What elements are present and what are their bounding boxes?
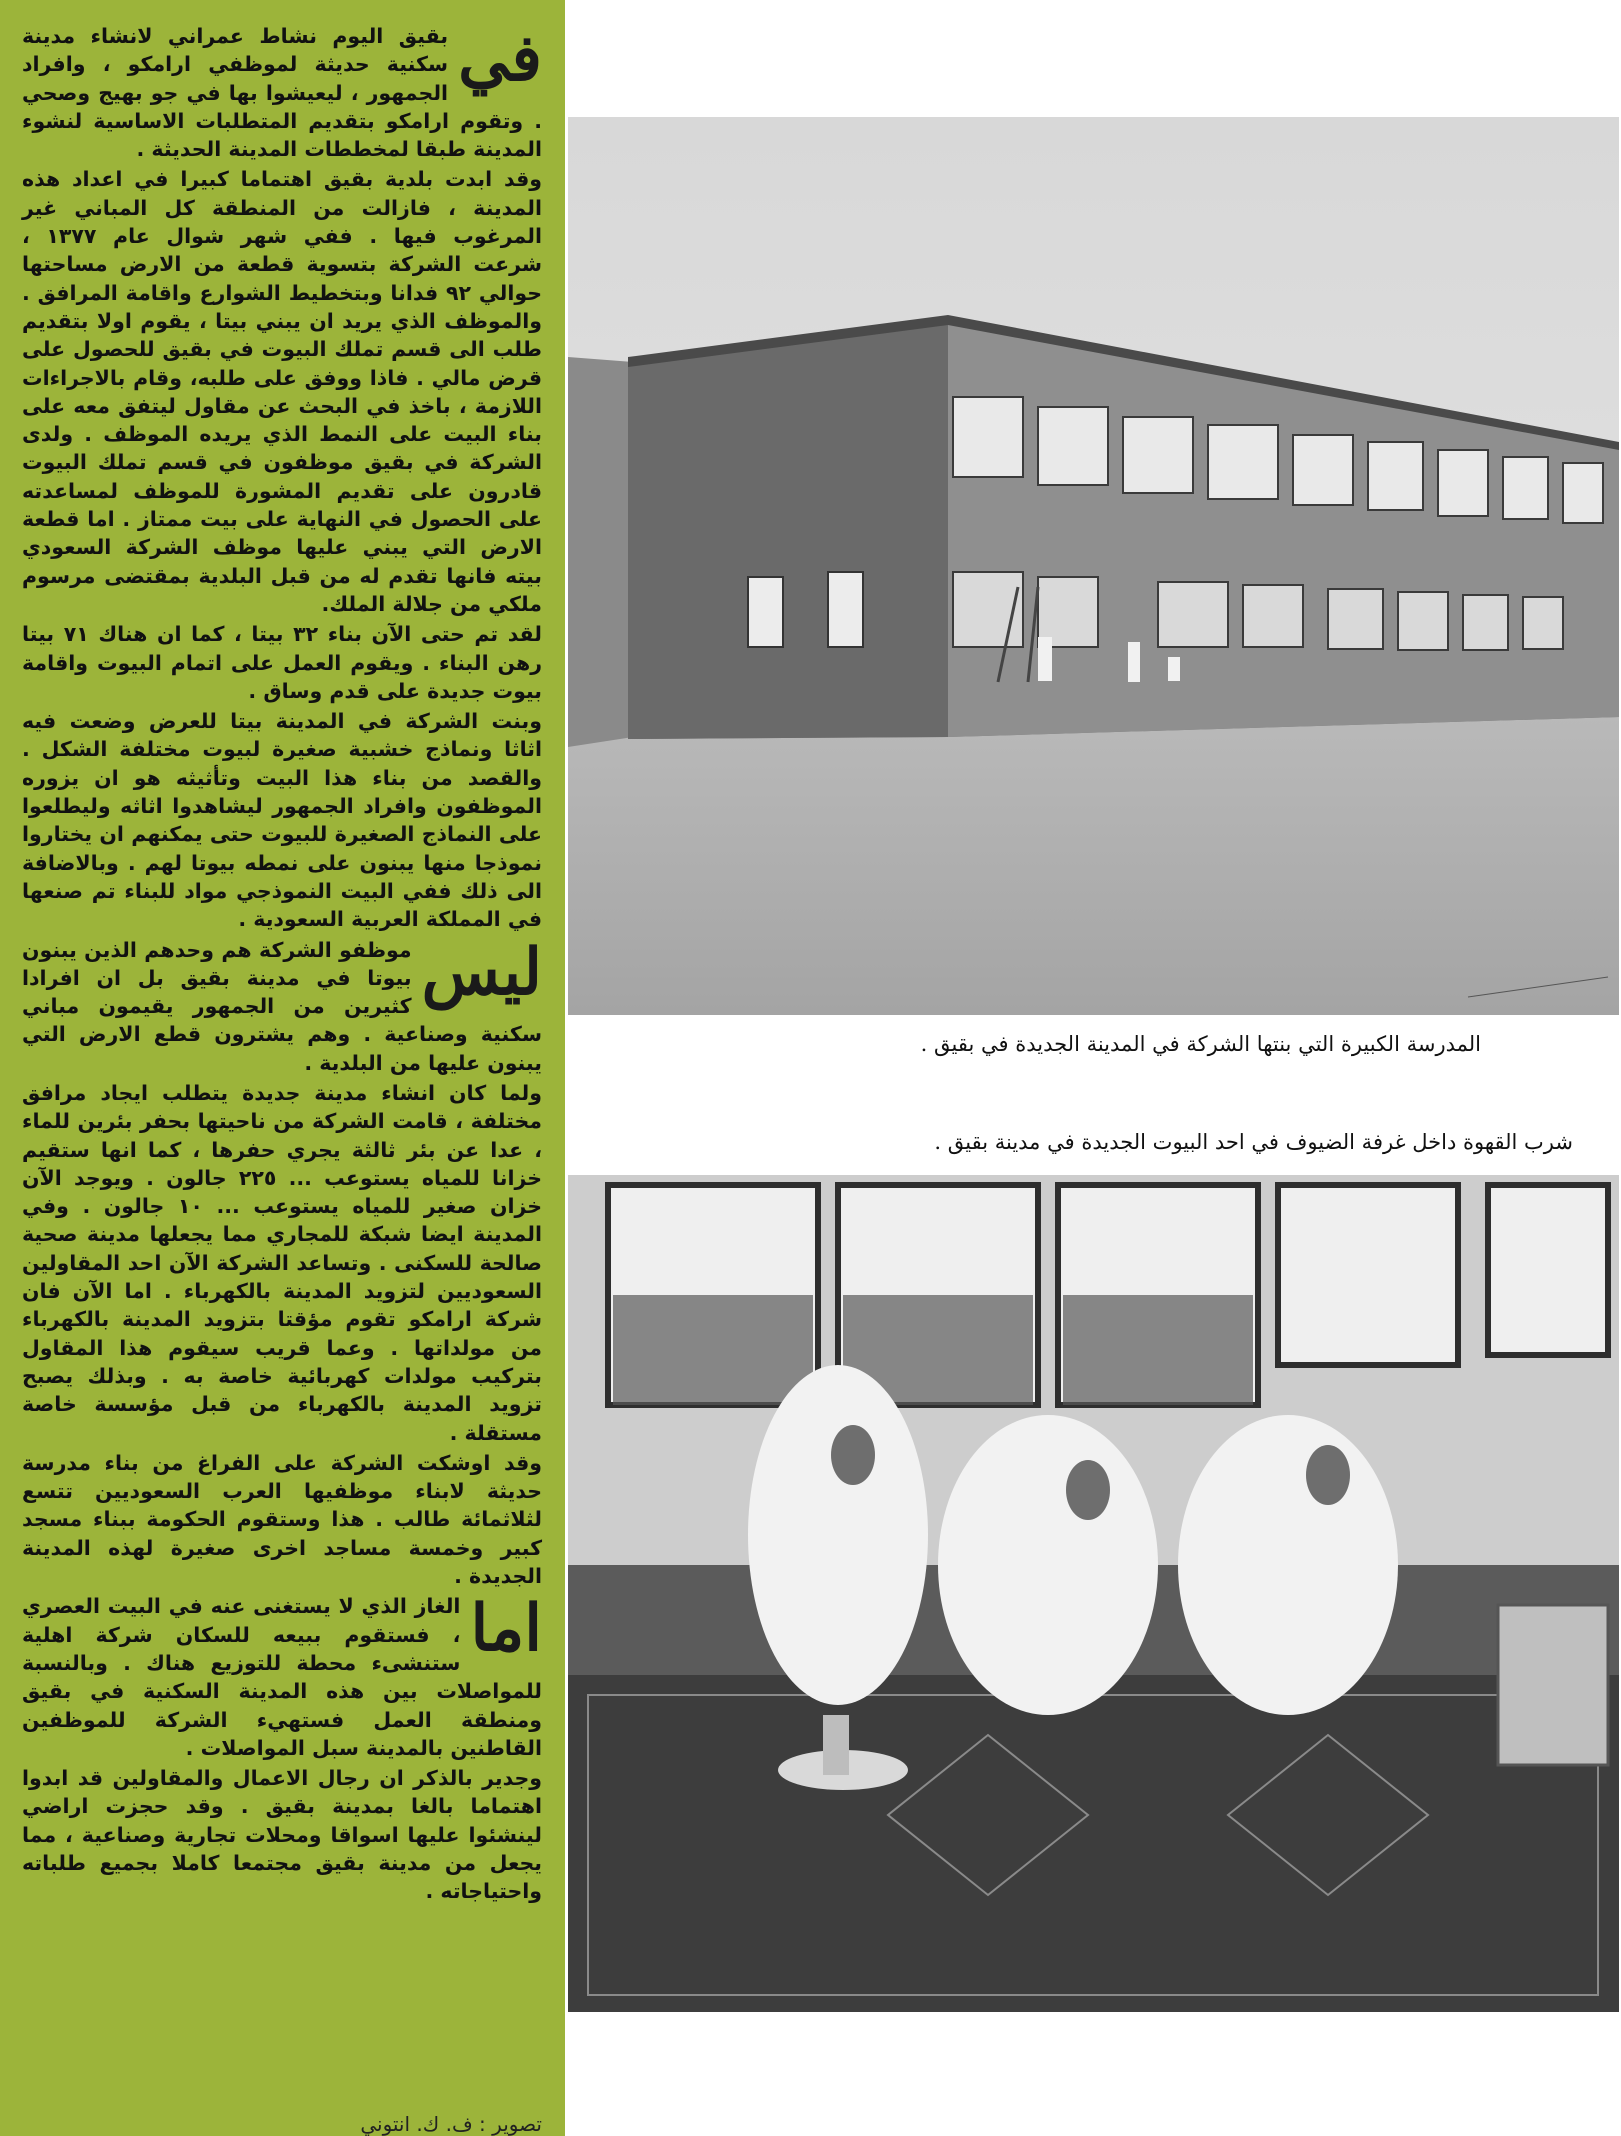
paragraph: وقد ابدت بلدية بقيق اهتماما كبيرا في اعداد هذه المدينة ، فازالت من المنطقة كل المباني غير المرغوب فيها . ففي شهر شوال عام ١٣٧٧ ، شرعت الشركة بتسوية قطعة من الارض مساحتها حوالي ٩٢ فدانا وبتخطيط الشوارع واقامة المرافق . والموظف الذي يريد ان يبني بيتا ، يقوم اولا بتقديم طلب الى قسم تملك البيوت في بقيق للحصول على قرض مالي . فاذا ووفق على طلبه، وقام بالاجراءات اللازمة ، باخذ في البحث عن مقاول ليتفق معه على بناء البيت على النمط الذي يريده الموظف . ولدى الشركة في بقيق موظفون في قسم تملك البيوت قادرون على تقديم المشورة للموظف لمساعدته على الحصول في النهاية على بيت ممتاز . اما قطعة الارض التي يبني عليها موظف الشركة السعودي بيته فانها تقدم له من قبل البلدية بمقتضى مرسوم ملكي من جلالة الملك. [22,167,542,616]
dropcap-1: في [458,21,542,96]
paragraph: وبنت الشركة في المدينة بيتا للعرض وضعت فيه اثاثا ونماذج خشبية صغيرة لبيوت مختلفة الشكل . والقصد من بناء هذا البيت وتأثيثه هو ان يزوره الموظفون وافراد الجمهور ليشاهدوا اثاثه وليطلعوا على النماذج الصغيرة للبيوت حتى يمكنهم ان يختاروا نموذجا منها يبنون على نمطه بيوتا لهم . وبالاضافة الى ذلك ففي البيت النموذجي مواد للبناء تم صنعها في المملكة العربية السعودية . [22,709,542,932]
section-1 [22,22,542,934]
coffee-room-photo [568,1175,1619,2012]
school-building-photo [568,117,1619,1015]
dropcap-2: ليس [421,934,542,1010]
paragraph: وجدير بالذكر ان رجال الاعمال والمقاولين قد ابدوا اهتماما بالغا بمدينة بقيق . وقد حجزت اراضي لينشئوا عليها اسواقا ومحلات تجارية وصناعية ، مما يجعل من مدينة بقيق مجتمعا كاملا بجميع طلباته واحتياجاته . [22,1766,542,1904]
photo-credit: تصوير : ف. ك. انتوني [360,2112,542,2136]
paragraph: ولما كان انشاء مدينة جديدة يتطلب ايجاد مرافق مختلفة ، قامت الشركة من ناحيتها بحفر بئرين للماء ، عدا عن بئر ثالثة يجري حفرها ، كما انها ستقيم خزانا للمياه يستوعب ... ٢٢٥ جالون . ويوجد الآن خزان صغير للمياه يستوعب ... ١٠ جالون . وفي المدينة ايضا شبكة للمجاري مما يجعلها مدينة صحية صالحة للسكنى . وتساعد الشركة الآن احد المقاولين السعوديين لتزويد المدينة بالكهرباء . اما الآن فان شركة ارامكو تقوم مؤقتا بتزويد المدينة بالكهرباء من مولداتها . وعما قريب سيقوم هذا المقاول بتركيب مولدات كهربائية خاصة به . وبذلك يصبح تزويد المدينة بالكهرباء من قبل مؤسسة خاصة مستقلة . [22,1080,543,1445]
paragraph: وقد اوشكت الشركة على الفراغ من بناء مدرسة حديثة لابناء موظفيها العرب السعوديين تتسع لثلاثمائة طالب . هذا وستقوم الحكومة ببناء مسجد كبير وخمسة مساجد اخرى صغيرة لهذه المدينة الجديدة . [22,1450,542,1589]
paragraph: الغاز الذي لا يستغنى عنه في البيت العصري ، فستقوم ببيعه للسكان شركة اهلية ستنشىء محطة للتوزيع هناك . وبالنسبة للمواصلات بين هذه المدينة السكنية في بقيق ومنطقة العمل فستهيء الشركة للموظفين القاطنين بالمدينة سبل المواصلات . [22,1594,542,1760]
section-2 [22,936,542,1591]
photo2-caption: شرب القهوة داخل غرفة الضيوف في احد البيوت الجديدة في مدينة بقيق . [934,1130,1573,1154]
dropcap-3: اما [470,1591,542,1667]
section-3 [22,1592,542,1905]
paragraph: موظفو الشركة هم وحدهم الذين يبنون بيوتا في مدينة بقيق بل ان افرادا كثيرين من الجمهور يقيمون مباني سكنية وصناعية . وهم يشترون قطع الارض التي يبنون عليها من البلدية . [22,937,542,1075]
photo1-caption: المدرسة الكبيرة التي بنتها الشركة في المدينة الجديدة في بقيق . [920,1032,1481,1056]
paragraph: بقيق اليوم نشاط عمراني لانشاء مدينة سكنية حديثة لموظفي ارامكو ، وافراد الجمهور ، ليعيشوا بها في جو بهيج وصحي . وتقوم ارامكو بتقديم المتطلبات الاساسية لنشوء المدينة طبقا لمخططات المدينة الحديثة . [22,24,542,162]
article-text [22,22,542,1908]
paragraph: لقد تم حتى الآن بناء ٣٢ بيتا ، كما ان هناك ٧١ بيتا رهن البناء . ويقوم العمل على اتمام البيوت واقامة بيوت جديدة على قدم وساق . [22,622,542,703]
